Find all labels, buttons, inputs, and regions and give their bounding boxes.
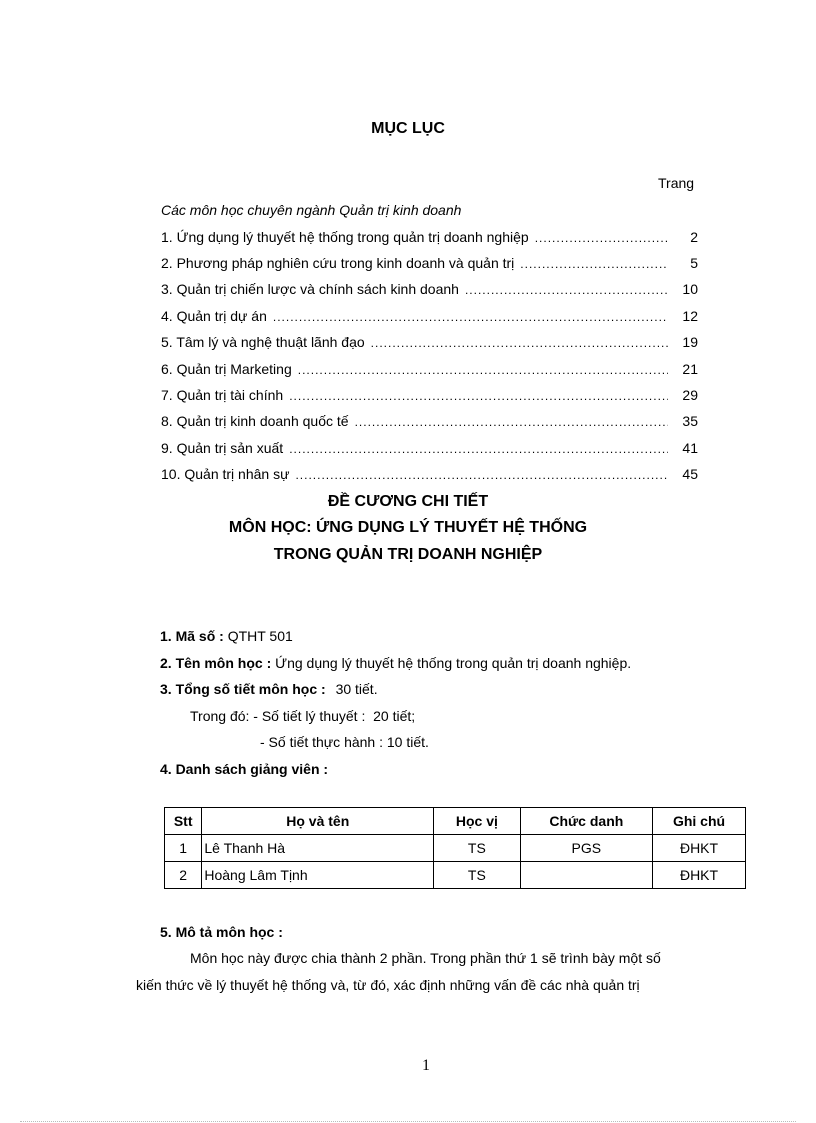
toc-item-label: 3. Quản trị chiến lược và chính sách kinh doanh — [161, 281, 459, 297]
cell-degree: TS — [434, 835, 521, 862]
header-stt: Stt — [165, 808, 202, 835]
toc-item-label: 6. Quản trị Marketing — [161, 361, 292, 377]
cell-stt: 1 — [165, 835, 202, 862]
cell-title: PGS — [520, 835, 652, 862]
page-bottom-divider — [20, 1121, 796, 1122]
toc-item[interactable] — [161, 387, 698, 407]
toc-leader-dots — [371, 336, 668, 350]
cell-note: ĐHKT — [653, 835, 746, 862]
toc-item[interactable] — [161, 413, 698, 433]
toc-title: MỤC LỤC — [371, 120, 445, 137]
toc-item-page: 21 — [682, 361, 698, 377]
description-line-2: kiến thức về lý thuyết hệ thống và, từ đó, xác định những vấn đề các nhà quản trị — [136, 977, 640, 993]
toc-leader-dots — [298, 363, 668, 377]
toc-item-label: 1. Ứng dụng lý thuyết hệ thống trong quản trị doanh nghiệp — [161, 229, 529, 245]
toc-leader-dots — [535, 231, 668, 245]
header-note: Ghi chú — [653, 808, 746, 835]
toc-item[interactable] — [161, 281, 698, 301]
header-title: Chức danh — [520, 808, 652, 835]
toc-leader-dots — [465, 283, 668, 297]
toc-leader-dots — [273, 310, 668, 324]
toc-item-page: 29 — [682, 387, 698, 403]
practice-hours-line: - Số tiết thực hành : 10 tiết. — [260, 734, 429, 750]
toc-leader-dots — [295, 468, 668, 482]
toc-subtitle: Các môn học chuyên ngành Quản trị kinh doanh — [161, 202, 462, 218]
toc-item-page: 5 — [690, 255, 698, 271]
course-code-value: QTHT 501 — [227, 628, 293, 644]
table-row — [165, 835, 746, 862]
course-hours-label: 3. Tổng số tiết môn học : — [160, 681, 326, 697]
toc-item-label: 9. Quản trị sản xuất — [161, 440, 284, 456]
description-label: 5. Mô tả môn học : — [160, 924, 283, 940]
toc-item-page: 12 — [682, 308, 698, 324]
toc-leader-dots — [289, 442, 668, 456]
cell-degree: TS — [434, 862, 521, 889]
course-title-line1: MÔN HỌC: ỨNG DỤNG LÝ THUYẾT HỆ THỐNG — [228, 519, 588, 536]
course-hours-value: 30 tiết. — [335, 681, 378, 697]
header-degree: Học vị — [434, 808, 521, 835]
page-number: 1 — [422, 1057, 430, 1074]
cell-stt: 2 — [165, 862, 202, 889]
toc-item-label: 4. Quản trị dự án — [161, 308, 267, 324]
toc-leader-dots — [520, 257, 668, 271]
toc-item-label: 7. Quản trị tài chính — [161, 387, 284, 403]
toc-item[interactable] — [161, 308, 698, 328]
toc-item-page: 41 — [682, 440, 698, 456]
course-title-line2: TRONG QUẢN TRỊ DOANH NGHIỆP — [273, 546, 543, 563]
toc-item[interactable] — [161, 334, 698, 354]
toc-item-label: 2. Phương pháp nghiên cứu trong kinh doanh và quản trị — [161, 255, 515, 271]
lecturers-label: 4. Danh sách giảng viên : — [160, 761, 329, 777]
toc-page-header: Trang — [658, 175, 695, 191]
course-name-value: Ứng dụng lý thuyết hệ thống trong quản trị doanh nghiệp. — [275, 655, 632, 671]
toc-item-page: 45 — [682, 466, 698, 482]
theory-hours-line: Trong đó: - Số tiết lý thuyết : 20 tiết; — [190, 708, 416, 724]
toc-item-page: 35 — [682, 413, 698, 429]
lecturer-table — [164, 807, 746, 889]
course-name-line — [160, 655, 631, 671]
toc-item-page: 19 — [682, 334, 698, 350]
cell-note: ĐHKT — [653, 862, 746, 889]
cell-name: Lê Thanh Hà — [202, 835, 434, 862]
toc-item-page: 2 — [690, 229, 698, 245]
toc-item-label: 10. Quản trị nhân sự — [161, 466, 290, 482]
course-code-line — [160, 628, 293, 644]
table-header-row — [165, 808, 746, 835]
header-name: Họ và tên — [202, 808, 434, 835]
outline-heading: ĐỀ CƯƠNG CHI TIẾT — [327, 493, 489, 510]
table-row — [165, 862, 746, 889]
toc-item-page: 10 — [682, 281, 698, 297]
course-hours-line — [160, 681, 378, 697]
toc-item[interactable] — [161, 229, 698, 249]
cell-name: Hoàng Lâm Tịnh — [202, 862, 434, 889]
toc-item[interactable] — [161, 255, 698, 275]
toc-item[interactable] — [161, 466, 698, 486]
toc-item-label: 5. Tâm lý và nghệ thuật lãnh đạo — [161, 334, 365, 350]
toc-item[interactable] — [161, 361, 698, 381]
course-code-label: 1. Mã số : — [160, 628, 224, 644]
cell-title — [520, 862, 652, 889]
course-name-label: 2. Tên môn học : — [160, 655, 272, 671]
toc-leader-dots — [289, 389, 668, 403]
toc-leader-dots — [355, 415, 668, 429]
toc-item-label: 8. Quản trị kinh doanh quốc tế — [161, 413, 349, 429]
toc-item[interactable] — [161, 440, 698, 460]
description-line-1: Môn học này được chia thành 2 phần. Trong phần thứ 1 sẽ trình bày một số — [190, 950, 661, 966]
